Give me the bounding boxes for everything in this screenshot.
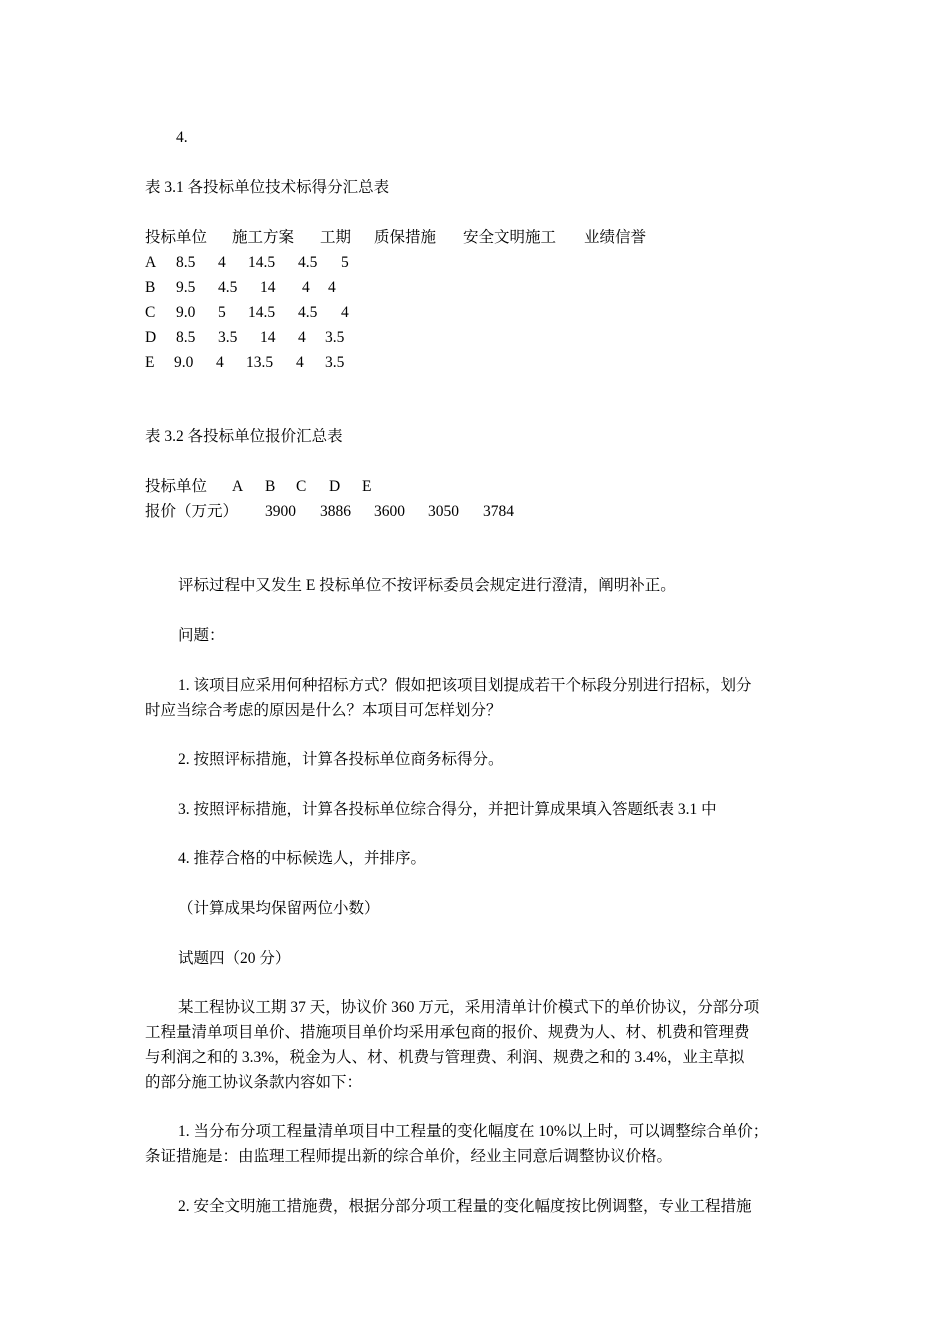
note: （计算成果均保留两位小数） [178, 900, 380, 917]
header-cell: 施工方案 [232, 229, 295, 246]
question-1-line-1: 1. 该项目应采用何种招标方式？假如把该项目划提成若干个标段分别进行招标，划分 [178, 677, 752, 694]
clause-1-line-1: 1. 当分布分项工程量清单项目中工程量的变化幅度在 10%以上时，可以调整综合单价； [178, 1123, 769, 1140]
table-cell: 4 [216, 354, 224, 371]
paragraph: 问题： [178, 627, 225, 644]
table-cell: E [145, 354, 155, 371]
table-cell: 9.0 [174, 354, 194, 371]
table-cell: 13.5 [246, 354, 274, 371]
body-line: 与利润之和的 3.3%，税金为人、材、机费与管理费、利润、规费之和的 3.4%，业主草拟 [145, 1049, 745, 1066]
header-cell: 质保措施 [374, 229, 437, 246]
table-cell: 4 [341, 304, 349, 321]
header-cell: A [232, 478, 244, 495]
table-cell: 4.5 [298, 304, 318, 321]
table-cell: 3600 [374, 503, 405, 520]
table-cell: 4 [302, 279, 310, 296]
header-cell: B [265, 478, 276, 495]
table-cell: 3886 [320, 503, 351, 520]
paragraph: 评标过程中又发生 E 投标单位不按评标委员会规定进行澄清，阐明补正。 [178, 577, 676, 594]
question-2: 2. 按照评标措施，计算各投标单位商务标得分。 [178, 751, 504, 768]
table-3-1-title: 表 3.1 各投标单位技术标得分汇总表 [145, 179, 390, 196]
header-cell: 投标单位 [145, 229, 208, 246]
table-cell: B [145, 279, 156, 296]
table-cell: D [145, 329, 157, 346]
table-cell: 5 [218, 304, 226, 321]
body-line: 工程量清单项目单价、措施项目单价均采用承包商的报价、规费为人、材、机费和管理费 [145, 1024, 750, 1041]
body-line: 的部分施工协议条款内容如下： [145, 1074, 363, 1091]
table-cell: 8.5 [176, 329, 196, 346]
header-cell: 安全文明施工 [463, 229, 557, 246]
question-4: 4. 推荐合格的中标候选人，并排序。 [178, 850, 427, 867]
table-cell: 5 [341, 254, 349, 271]
table-cell: A [145, 254, 157, 271]
table-cell: 4 [328, 279, 336, 296]
clause-1-line-2: 条证措施是：由监理工程师提出新的综合单价，经业主同意后调整协议价格。 [145, 1148, 673, 1165]
clause-2-line-1: 2. 安全文明施工措施费，根据分部分项工程量的变化幅度按比例调整，专业工程措施 [178, 1198, 752, 1215]
table-cell: C [145, 304, 156, 321]
table-cell: 3050 [428, 503, 459, 520]
table-cell: 4 [218, 254, 226, 271]
table-cell: 9.0 [176, 304, 196, 321]
table-cell: 14.5 [248, 254, 276, 271]
question-3: 3. 按照评标措施，计算各投标单位综合得分，并把计算成果填入答题纸表 3.1 中 [178, 801, 717, 818]
header-cell: C [296, 478, 307, 495]
table-cell: 3.5 [218, 329, 238, 346]
table-cell: 4.5 [298, 254, 318, 271]
table-cell: 3.5 [325, 354, 345, 371]
table-cell: 4.5 [218, 279, 238, 296]
section-heading: 试题四（20 分） [178, 950, 291, 967]
table-cell: 4 [298, 329, 306, 346]
header-cell: E [362, 478, 372, 495]
question-1-line-2: 时应当综合考虑的原因是什么？本项目可怎样划分？ [145, 702, 502, 719]
table-cell: 14.5 [248, 304, 276, 321]
table-3-2-title: 表 3.2 各投标单位报价汇总表 [145, 428, 343, 445]
table-cell: 3.5 [325, 329, 345, 346]
table-cell: 4 [296, 354, 304, 371]
header-cell: 业绩信誉 [584, 229, 647, 246]
table-cell: 报价（万元） [145, 503, 239, 520]
table-cell: 14 [260, 329, 276, 346]
item-number: 4. [176, 129, 188, 146]
table-cell: 3784 [483, 503, 514, 520]
table-cell: 9.5 [176, 279, 196, 296]
header-cell: D [329, 478, 341, 495]
header-cell: 投标单位 [145, 478, 208, 495]
table-cell: 14 [260, 279, 276, 296]
table-cell: 8.5 [176, 254, 196, 271]
body-line: 某工程协议工期 37 天，协议价 360 万元，采用清单计价模式下的单价协议，分部分项 [178, 999, 760, 1016]
table-cell: 3900 [265, 503, 296, 520]
header-cell: 工期 [320, 229, 352, 246]
